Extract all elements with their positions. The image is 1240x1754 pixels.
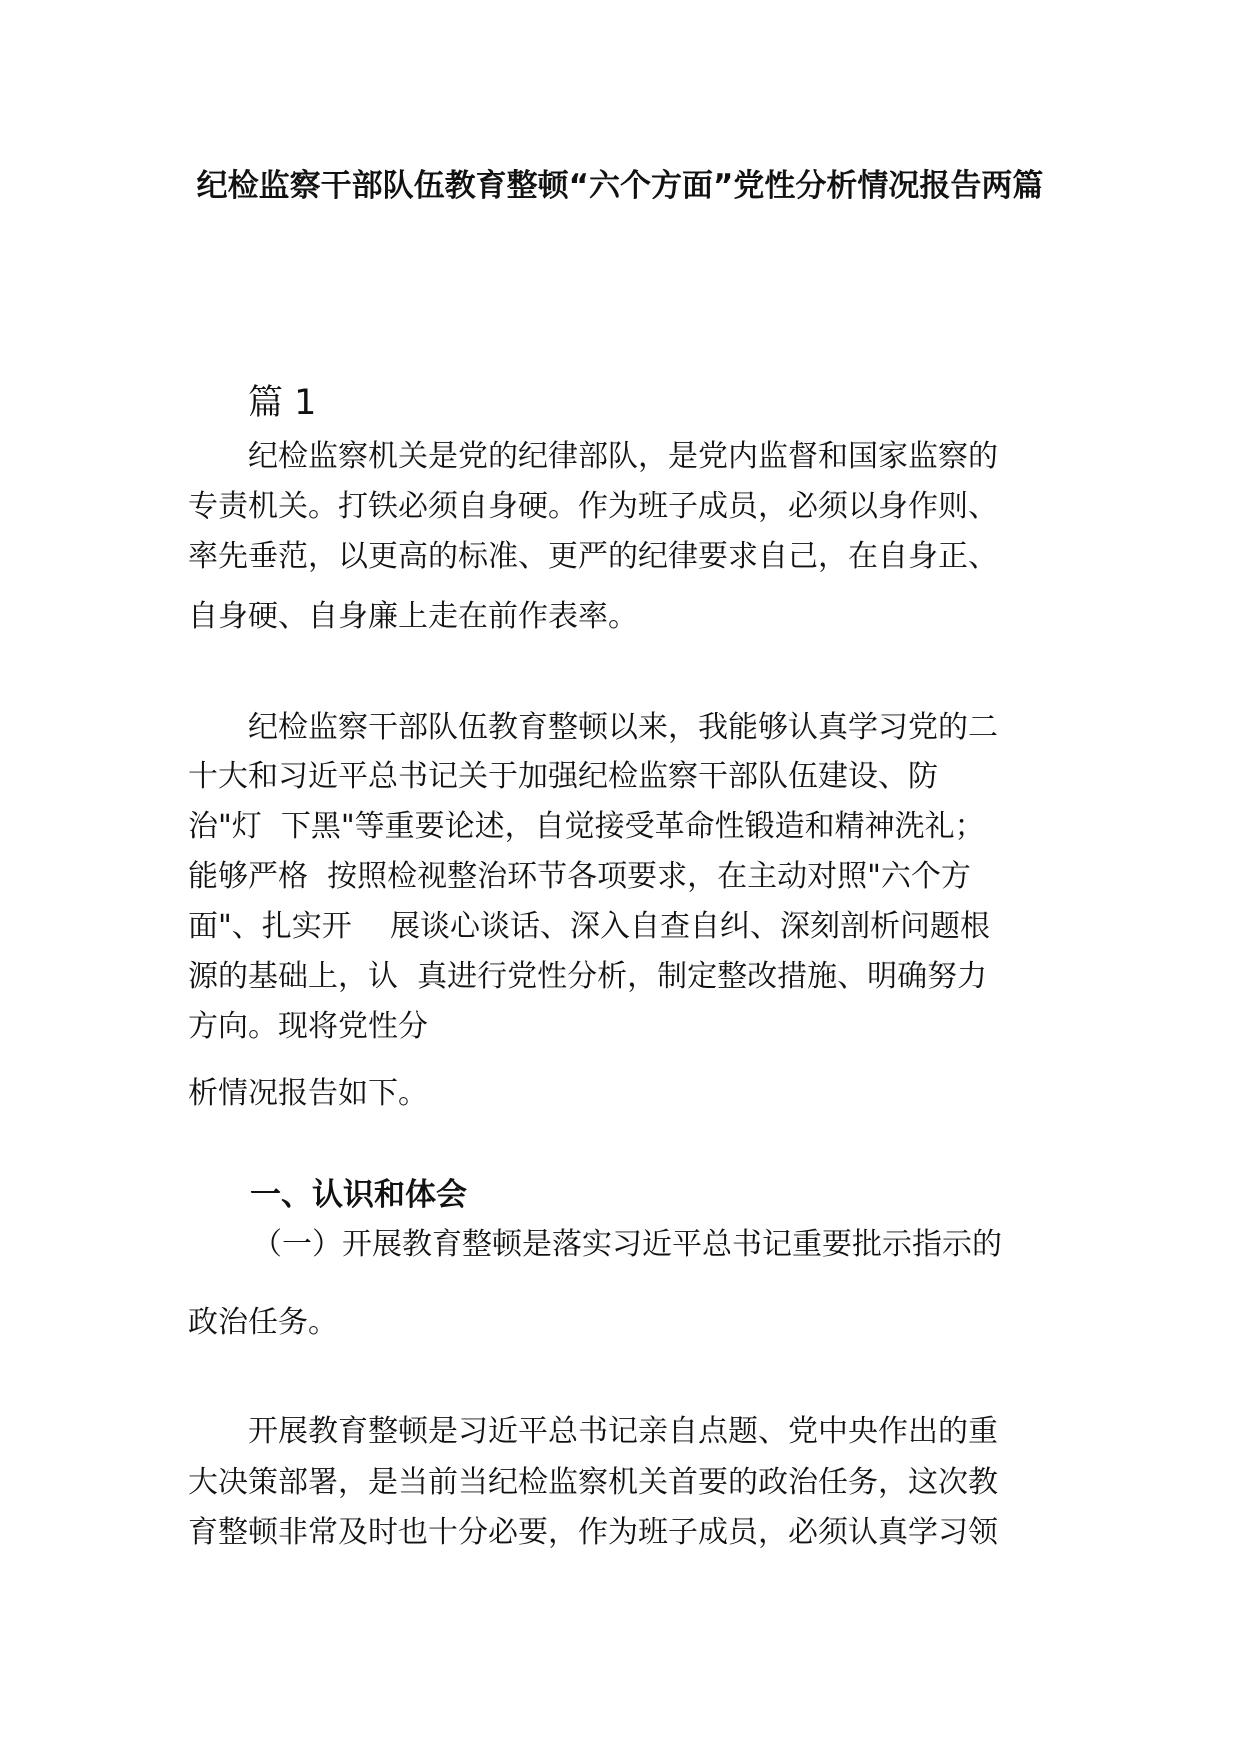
- paragraph-1-line-4: 自身硬、自身廉上走在前作表率。: [188, 599, 638, 634]
- subsection-heading-line-2: 政治任务。: [188, 1305, 338, 1340]
- paragraph-2-line-7: 方向。现将党性分: [188, 1009, 428, 1044]
- paragraph-2-line-6: 源的基础上，认 真进行党性分析，制定整改措施、明确努力: [188, 959, 988, 994]
- paragraph-3-line-1: 开展教育整顿是习近平总书记亲自点题、党中央作出的重: [248, 1414, 998, 1449]
- paragraph-2-line-4: 能够严格 按照检视整治环节各项要求，在主动对照"六个方: [188, 859, 971, 894]
- paragraph-2-line-1: 纪检监察干部队伍教育整顿以来，我能够认真学习党的二: [248, 710, 998, 745]
- paragraph-3-line-2: 大决策部署，是当前当纪检监察机关首要的政治任务，这次教: [188, 1465, 998, 1500]
- paragraph-2-line-2: 十大和习近平总书记关于加强纪检监察干部队伍建设、防: [188, 759, 938, 794]
- subsection-heading-line-1: （一）开展教育整顿是落实习近平总书记重要批示指示的: [252, 1227, 1002, 1262]
- paragraph-1-line-1: 纪检监察机关是党的纪律部队，是党内监督和国家监察的: [248, 439, 998, 474]
- paragraph-2-line-5: 面"、扎实开 展谈心谈话、深入自查自纠、深刻剖析问题根: [188, 909, 990, 944]
- paragraph-3-line-3: 育整顿非常及时也十分必要，作为班子成员，必须认真学习领: [188, 1515, 998, 1550]
- paragraph-1-line-2: 专责机关。打铁必须自身硬。作为班子成员，必须以身作则、: [188, 489, 998, 524]
- paragraph-2-line-3: 治"灯 下黑"等重要论述，自觉接受革命性锻造和精神洗礼；: [188, 809, 985, 844]
- paragraph-2-line-8: 析情况报告如下。: [188, 1076, 428, 1111]
- paragraph-1-line-3: 率先垂范，以更高的标准、更严的纪律要求自己，在自身正、: [188, 539, 998, 574]
- section-heading-1: 一、认识和体会: [250, 1177, 467, 1213]
- chapter-heading: 篇 1: [248, 383, 317, 423]
- document-title: 纪检监察干部队伍教育整顿“六个方面”党性分析情况报告两篇: [196, 168, 1044, 204]
